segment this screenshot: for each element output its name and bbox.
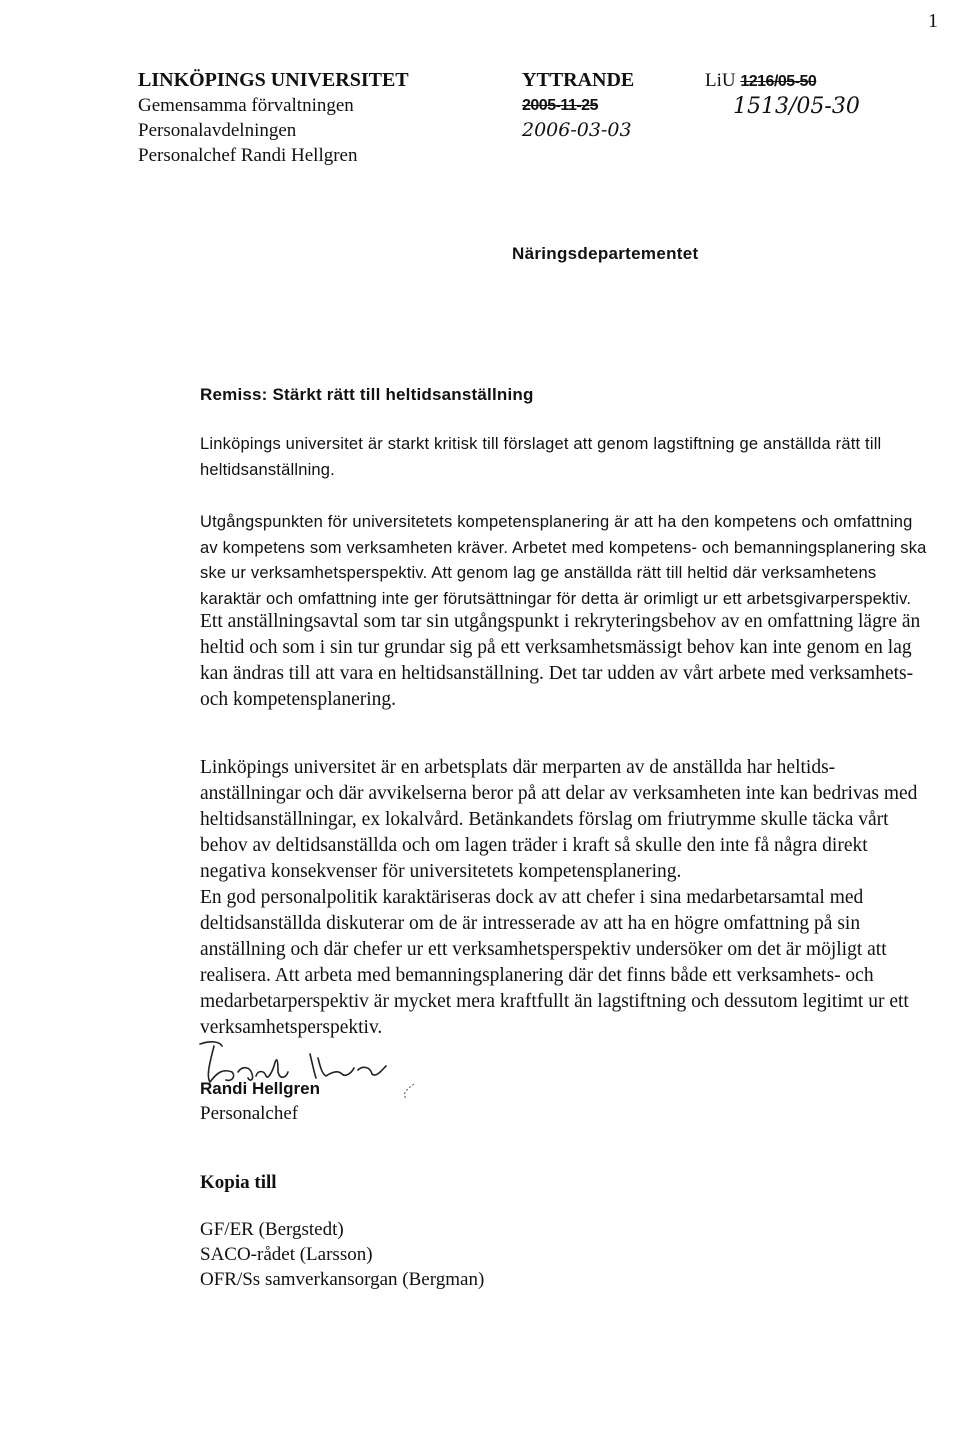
page-number: 1	[928, 10, 938, 32]
struck-reference: 1216/05-50	[740, 73, 817, 90]
signer-role: Personalchef	[200, 1103, 299, 1124]
body-paragraph	[200, 755, 935, 1041]
handwritten-reference: 1513/05-30	[733, 94, 860, 119]
paragraph-personnel-policy: En god personalpolitik karaktäriseras dock av att chefer i sina medarbetarsamtal med deltidsanställda diskuterar om de är intresserade av att ha en högre omfattning på sin anställning och där chefer ur ett verksamhetsperspektiv undersöker om det är möjligt att realisera. Att arbeta med bemanningsplanering där det finns både ett verksamhets- och medarbetarperspektiv är mycket mera kraftfullt än lagstiftning och dessutom legitimt ur ett verksamhetsperspektiv.	[200, 887, 909, 1038]
body-paragraph	[200, 510, 935, 612]
copy-heading: Kopia till	[200, 1172, 277, 1193]
handwritten-date: 2006-03-03	[522, 119, 632, 141]
paragraph-employment-contract: Ett anställningsavtal som tar sin utgångspunkt i rekryteringsbehov av en omfattning lägre än heltid och som i sin tur grundar sig på ett verksamhetsmässigt behov kan inte genom en lag kan ändras till att vara en heltidsanställning. Det tar udden av vårt arbete med verksamhets- och kompetensplanering.	[200, 611, 921, 710]
document-type-block	[522, 68, 634, 143]
body-paragraph	[200, 432, 935, 483]
copy-recipient-list	[200, 1217, 484, 1292]
copy-recipient: GF/ER (Bergstedt)	[200, 1219, 344, 1240]
organization-line: Personalavdelningen	[138, 120, 297, 141]
paragraph-intro: Linköpings universitet är starkt kritisk till förslaget att genom lagstiftning ge anställda rätt till heltidsanställning.	[200, 435, 882, 479]
document-type: YTTRANDE	[522, 69, 635, 91]
reference-block	[705, 68, 860, 119]
organization-block	[138, 68, 409, 168]
recipient: Näringsdepartementet	[512, 244, 699, 263]
document-title: Remiss: Stärkt rätt till heltidsanställning	[200, 385, 534, 404]
body-paragraph	[200, 609, 935, 713]
copy-block	[200, 1170, 484, 1292]
organization-name: LINKÖPINGS UNIVERSITET	[138, 69, 409, 91]
paragraph-starting-point: Utgångspunkten för universitetets kompetensplanering är att ha den kompetens och omfattning av kompetens som verksamheten kräver. Arbetet med kompetens- och bemanningsplanering ska ske ur verksamhetsperspektiv. Att genom lag ge anställda rätt till heltid där verksamhetens karaktär och omfattning inte ger förutsättningar för detta är orimligt ur ett arbetsgivarperspektiv.	[200, 513, 927, 608]
paragraph-workplace: Linköpings universitet är en arbetsplats där merparten av de anställda har heltids- anställningar och där avvikelserna beror på att delar av verksamheten inte kan bedrivas med heltidsanställningar, ex lokalvård. Betänkandets förslag om friutrymme skulle täcka vårt behov av deltidsanställda och om lagen träder i kraft så skulle den inte få några direkt negativa konsekvenser för universitetets kompetensplanering.	[200, 757, 918, 882]
signature-block	[200, 1076, 320, 1126]
organization-line: Personalchef Randi Hellgren	[138, 145, 358, 166]
organization-line: Gemensamma förvaltningen	[138, 95, 354, 116]
copy-recipient: OFR/Ss samverkansorgan (Bergman)	[200, 1269, 485, 1290]
copy-recipient: SACO-rådet (Larsson)	[200, 1244, 373, 1265]
struck-date: 2005-11-25	[522, 97, 598, 114]
signer-name: Randi Hellgren	[200, 1079, 320, 1098]
reference-prefix: LiU	[705, 70, 736, 91]
